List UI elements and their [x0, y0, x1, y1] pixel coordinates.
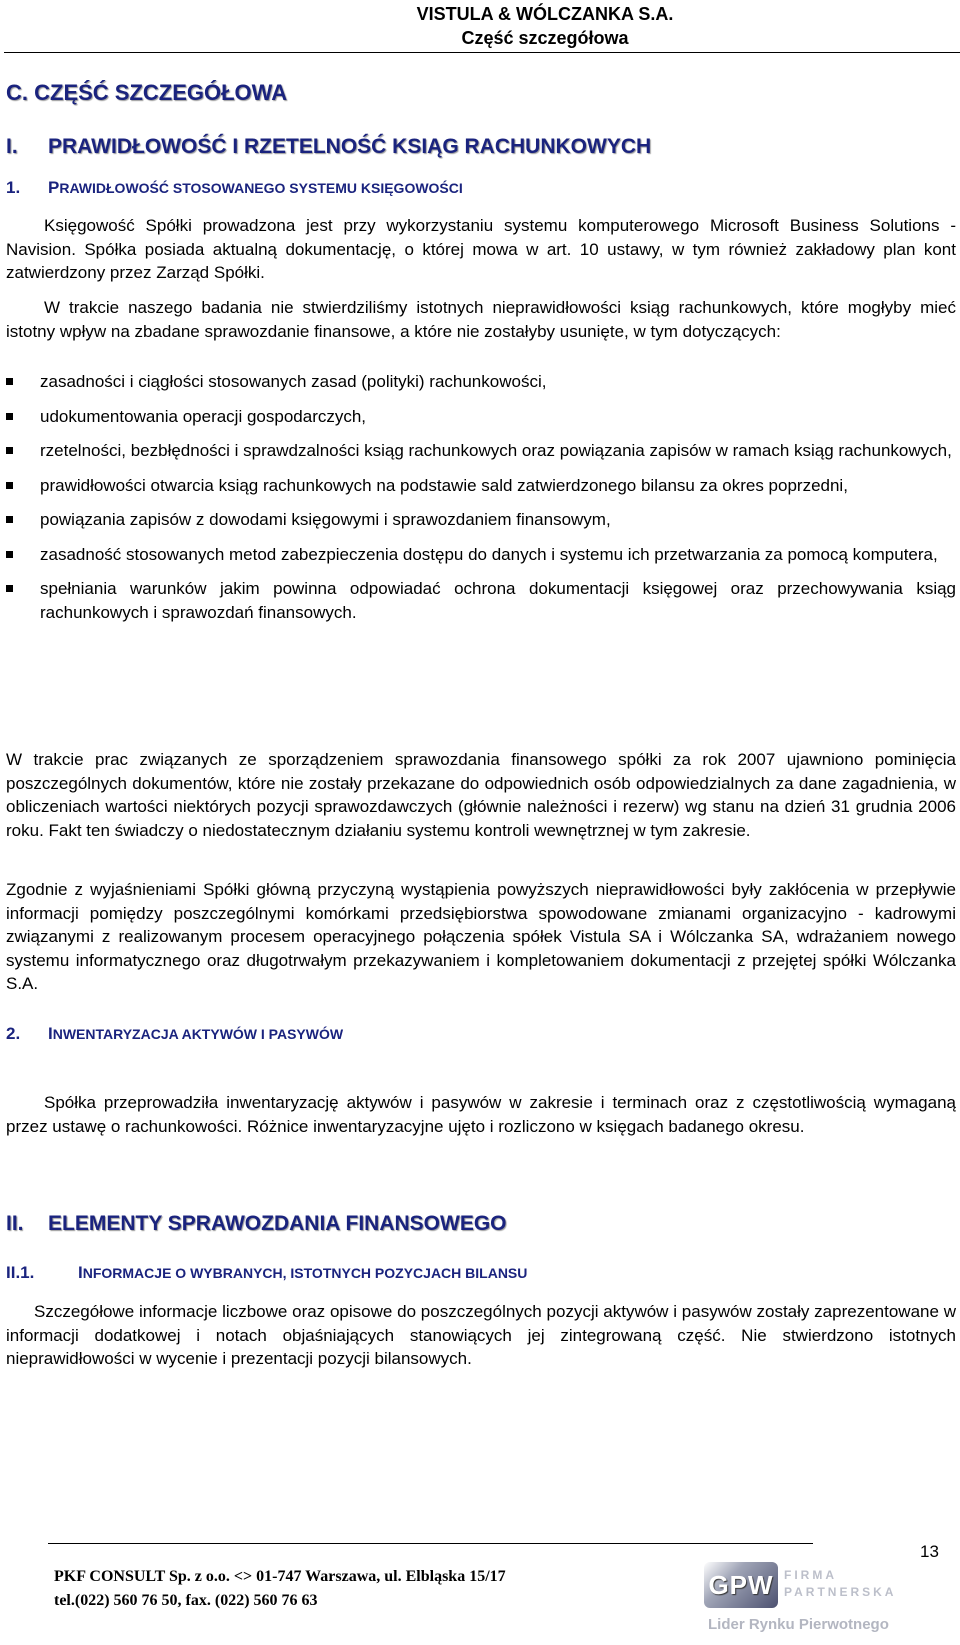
subsection-1-title: RAWIDŁOWOŚĆ STOSOWANEGO SYSTEMU KSIĘGOWOŚCI	[59, 180, 463, 196]
list-item-text: spełniania warunków jakim powinna odpowiadać ochrona dokumentacji księgowej oraz przechowywania ksiąg rachunkowych i sprawozdań finansowych.	[40, 579, 956, 622]
list-item-text: udokumentowania operacji gospodarczych,	[40, 406, 367, 426]
logo-text-firma: FIRMA	[784, 1568, 837, 1582]
list-item	[6, 405, 956, 429]
bullet-square-icon	[6, 585, 13, 592]
section-i-heading	[6, 135, 651, 159]
subsection-1-heading	[6, 178, 463, 198]
header-company: VISTULA & WÓLCZANKA S.A.	[416, 4, 674, 24]
gpw-logo-mark: GPW	[704, 1562, 778, 1608]
footer-address: PKF CONSULT Sp. z o.o. <> 01-747 Warszawa, ul. Elbląska 15/17	[54, 1568, 506, 1585]
paragraph-explanations: Zgodnie z wyjaśnieniami Spółki główną przyczyną wystąpienia powyższych nieprawidłowości były zakłócenia w przepływie informacji pomiędzy poszczególnymi komórkami przedsiębiorstwa spowodowane zmianami organizacyjno - kadrowymi związanymi z realizowanym procesem operacyjnego połączenia spółek Vistula SA i Wólczanka SA, wdrażaniem nowego systemu informatycznego oraz długotrwałym przekazywaniem i kompletowaniem dokumentacji z przejętej spółki Wólczanka S.A.	[6, 880, 956, 993]
list-item-text: powiązania zapisów z dowodami księgowymi i sprawozdaniem finansowym,	[40, 510, 611, 529]
header-rule	[4, 52, 960, 53]
findings-list	[6, 370, 956, 635]
gpw-partner-logo	[700, 1558, 930, 1642]
subsection-ii1-initial: I	[78, 1263, 83, 1282]
paragraph-inventory: Spółka przeprowadziła inwentaryzację aktywów i pasywów w zakresie i terminach oraz z częstotliwością wymaganą przez ustawę o rachunkowości. Różnice inwentaryzacyjne ujęto i rozliczono w księgach badanego okresu.	[6, 1093, 956, 1136]
subsection-1-initial: P	[48, 178, 60, 197]
bullet-square-icon	[6, 516, 13, 523]
list-item	[6, 508, 956, 532]
list-item	[6, 543, 956, 567]
list-item	[6, 370, 956, 394]
logo-tagline: Lider Rynku Pierwotnego	[708, 1616, 889, 1633]
section-i-title: PRAWIDŁOWOŚĆ I RZETELNOŚĆ KSIĄG RACHUNKOWYCH	[48, 135, 652, 158]
paragraph-omissions: W trakcie prac związanych ze sporządzeniem sprawozdania finansowego spółki za rok 2007 ujawniono pominięcia poszczególnych dokumentów, które nie zostały przekazane do odpowiednich osób odpowiedzialnych za dane zagadnienia, w obliczeniach wartości niektórych pozycji sprawozdawczych (głównie należności i rezerw) wg stanu na dzień 31 grudnia 2006 roku. Fakt ten świadczy o niedostatecznym działaniu systemu kontroli wewnętrznej w tym zakresie.	[6, 750, 956, 840]
footer-contact: tel.(022) 560 76 50, fax. (022) 560 76 63	[54, 1592, 318, 1609]
subsection-2-heading	[6, 1024, 343, 1044]
footer-rule	[48, 1543, 813, 1544]
subsection-ii1-number: II.1.	[6, 1263, 35, 1282]
list-item-text: zasadność stosowanych metod zabezpieczenia dostępu do danych i systemu ich przetwarzania za pomocą komputera,	[40, 544, 938, 564]
subsection-1-number: 1.	[6, 178, 21, 197]
bullet-square-icon	[6, 482, 13, 489]
list-item	[6, 439, 956, 463]
bullet-square-icon	[6, 447, 13, 454]
subsection-2-initial: I	[48, 1024, 53, 1043]
section-ii-number: II.	[6, 1212, 24, 1235]
paragraph-audit-findings: W trakcie naszego badania nie stwierdziliśmy istotnych nieprawidłowości ksiąg rachunkowych, które mogłyby mieć istotny wpływ na zbadane sprawozdanie finansowe, a które nie zostałyby usunięte, w tym dotyczących:	[6, 298, 956, 341]
page-number: 13	[920, 1542, 939, 1561]
list-item-text: zasadności i ciągłości stosowanych zasad (polityki) rachunkowości,	[40, 372, 547, 391]
logo-text-partnerska: PARTNERSKA	[784, 1585, 897, 1599]
paragraph-balance-items: Szczegółowe informacje liczbowe oraz opisowe do poszczególnych pozycji aktywów i pasywów zostały zaprezentowane w informacji dodatkowej i notach objaśniających stanowiących jej zintegrowaną część. Nie stwierdzono istotnych nieprawidłowości w wycenie i prezentacji pozycji bilansowych.	[6, 1302, 956, 1368]
bullet-square-icon	[6, 378, 13, 385]
list-item-text: rzetelności, bezbłędności i sprawdzalności ksiąg rachunkowych oraz powiązania zapisów w ramach ksiąg rachunkowych,	[40, 441, 952, 460]
header-subtitle: Część szczegółowa	[461, 28, 629, 48]
subsection-2-number: 2.	[6, 1024, 21, 1043]
list-item	[6, 577, 956, 624]
list-item-text: prawidłowości otwarcia ksiąg rachunkowych na podstawie sald zatwierdzonego bilansu za okres poprzedni,	[40, 475, 848, 495]
list-item	[6, 474, 956, 498]
subsection-ii1-title: NFORMACJE O WYBRANYCH, ISTOTNYCH POZYCJACH BILANSU	[82, 1265, 528, 1281]
section-c-title: C. CZĘŚĆ SZCZEGÓŁOWA	[6, 80, 288, 105]
subsection-2-title: NWENTARYZACJA AKTYWÓW I PASYWÓW	[52, 1026, 344, 1042]
paragraph-accounting-system: Księgowość Spółki prowadzona jest przy wykorzystaniu systemu komputerowego Microsoft Business Solutions - Navision. Spółka posiada aktualną dokumentację, o której mowa w art. 10 ustawy, w tym również zakładowy plan kont zatwierdzony przez Zarząd Spółki.	[6, 216, 956, 282]
bullet-square-icon	[6, 551, 13, 558]
section-i-number: I.	[6, 135, 18, 158]
section-ii-title: ELEMENTY SPRAWOZDANIA FINANSOWEGO	[48, 1212, 507, 1235]
section-ii-heading	[6, 1212, 507, 1236]
subsection-ii1-heading	[6, 1263, 527, 1283]
bullet-square-icon	[6, 413, 13, 420]
